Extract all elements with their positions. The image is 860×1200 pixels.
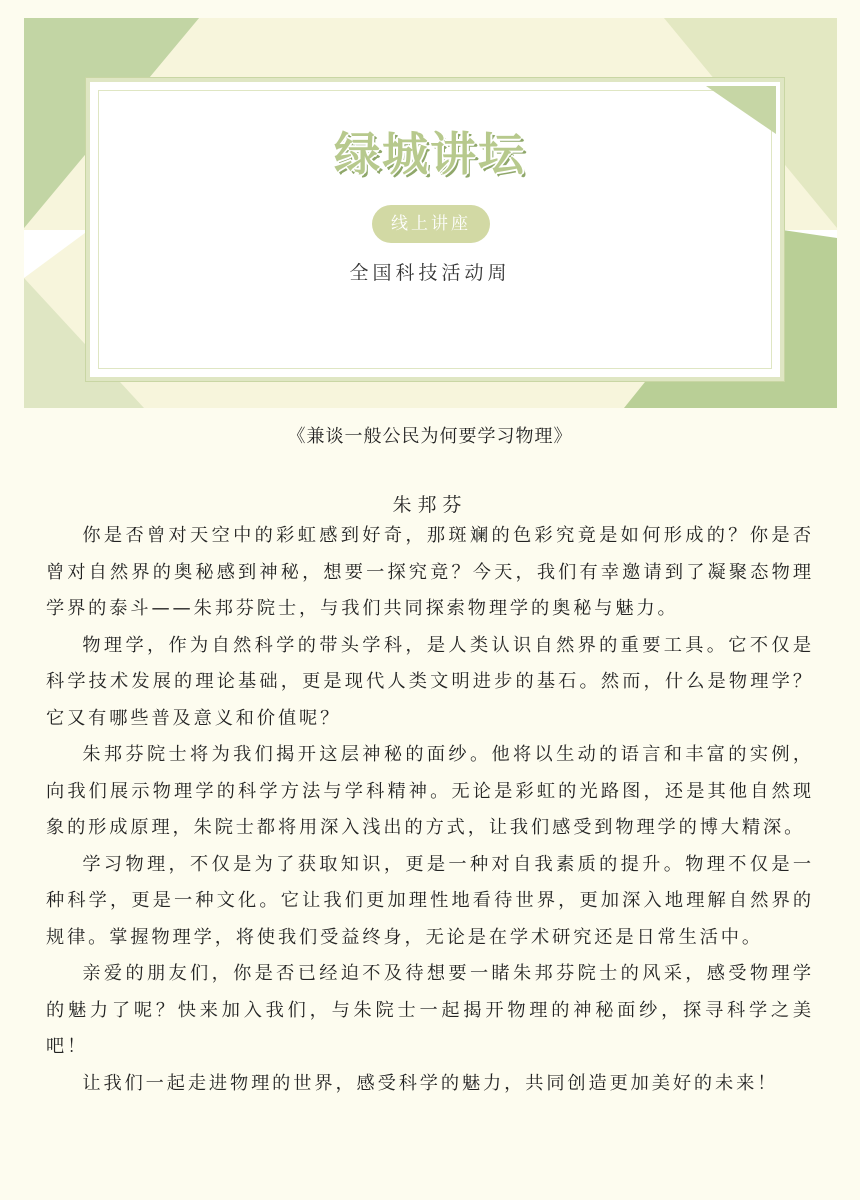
page-title: 绿城讲坛 bbox=[334, 127, 526, 181]
article-paragraph: 你是否曾对天空中的彩虹感到好奇，那斑斓的色彩究竟是如何形成的？你是否曾对自然界的奥秘感到神秘，想要一探究竟？今天，我们有幸邀请到了凝聚态物理学界的泰斗——朱邦芬院士，与我们共同探索物理学的奥秘与魅力。 bbox=[46, 525, 814, 619]
article-paragraph: 亲爱的朋友们，你是否已经迫不及待想要一睹朱邦芬院士的风采，感受物理学的魅力了呢？快来加入我们，与朱院士一起揭开物理的神秘面纱，探寻科学之美吧！ bbox=[46, 963, 814, 1057]
article-body bbox=[46, 518, 814, 1102]
article-paragraph: 让我们一起走进物理的世界，感受科学的魅力，共同创造更加美好的未来！ bbox=[82, 1072, 779, 1094]
article-title: 《兼谈一般公民为何要学习物理》 bbox=[287, 426, 573, 447]
article-author: 朱邦芬 bbox=[392, 494, 468, 516]
article-paragraph: 学习物理，不仅是为了获取知识，更是一种对自我素质的提升。物理不仅是一种科学，更是一种文化。它让我们更加理性地看待世界，更加深入地理解自然界的规律。掌握物理学，将使我们受益终身，无论是在学术研究还是日常生活中。 bbox=[46, 853, 814, 948]
article-paragraph: 朱邦芬院士将为我们揭开这层神秘的面纱。他将以生动的语言和丰富的实例，向我们展示物理学的科学方法与学科精神。无论是彩虹的光路图，还是其他自然现象的形成原理，朱院士都将用深入浅出的方式，让我们感受到物理学的博大精深。 bbox=[46, 744, 814, 838]
article-paragraph: 物理学，作为自然科学的带头学科，是人类认识自然界的重要工具。它不仅是科学技术发展的理论基础，更是现代人类文明进步的基石。然而，什么是物理学？它又有哪些普及意义和价值呢？ bbox=[46, 634, 814, 729]
event-type-badge: 线上讲座 bbox=[372, 205, 490, 243]
event-subtitle: 全国科技活动周 bbox=[349, 262, 511, 284]
